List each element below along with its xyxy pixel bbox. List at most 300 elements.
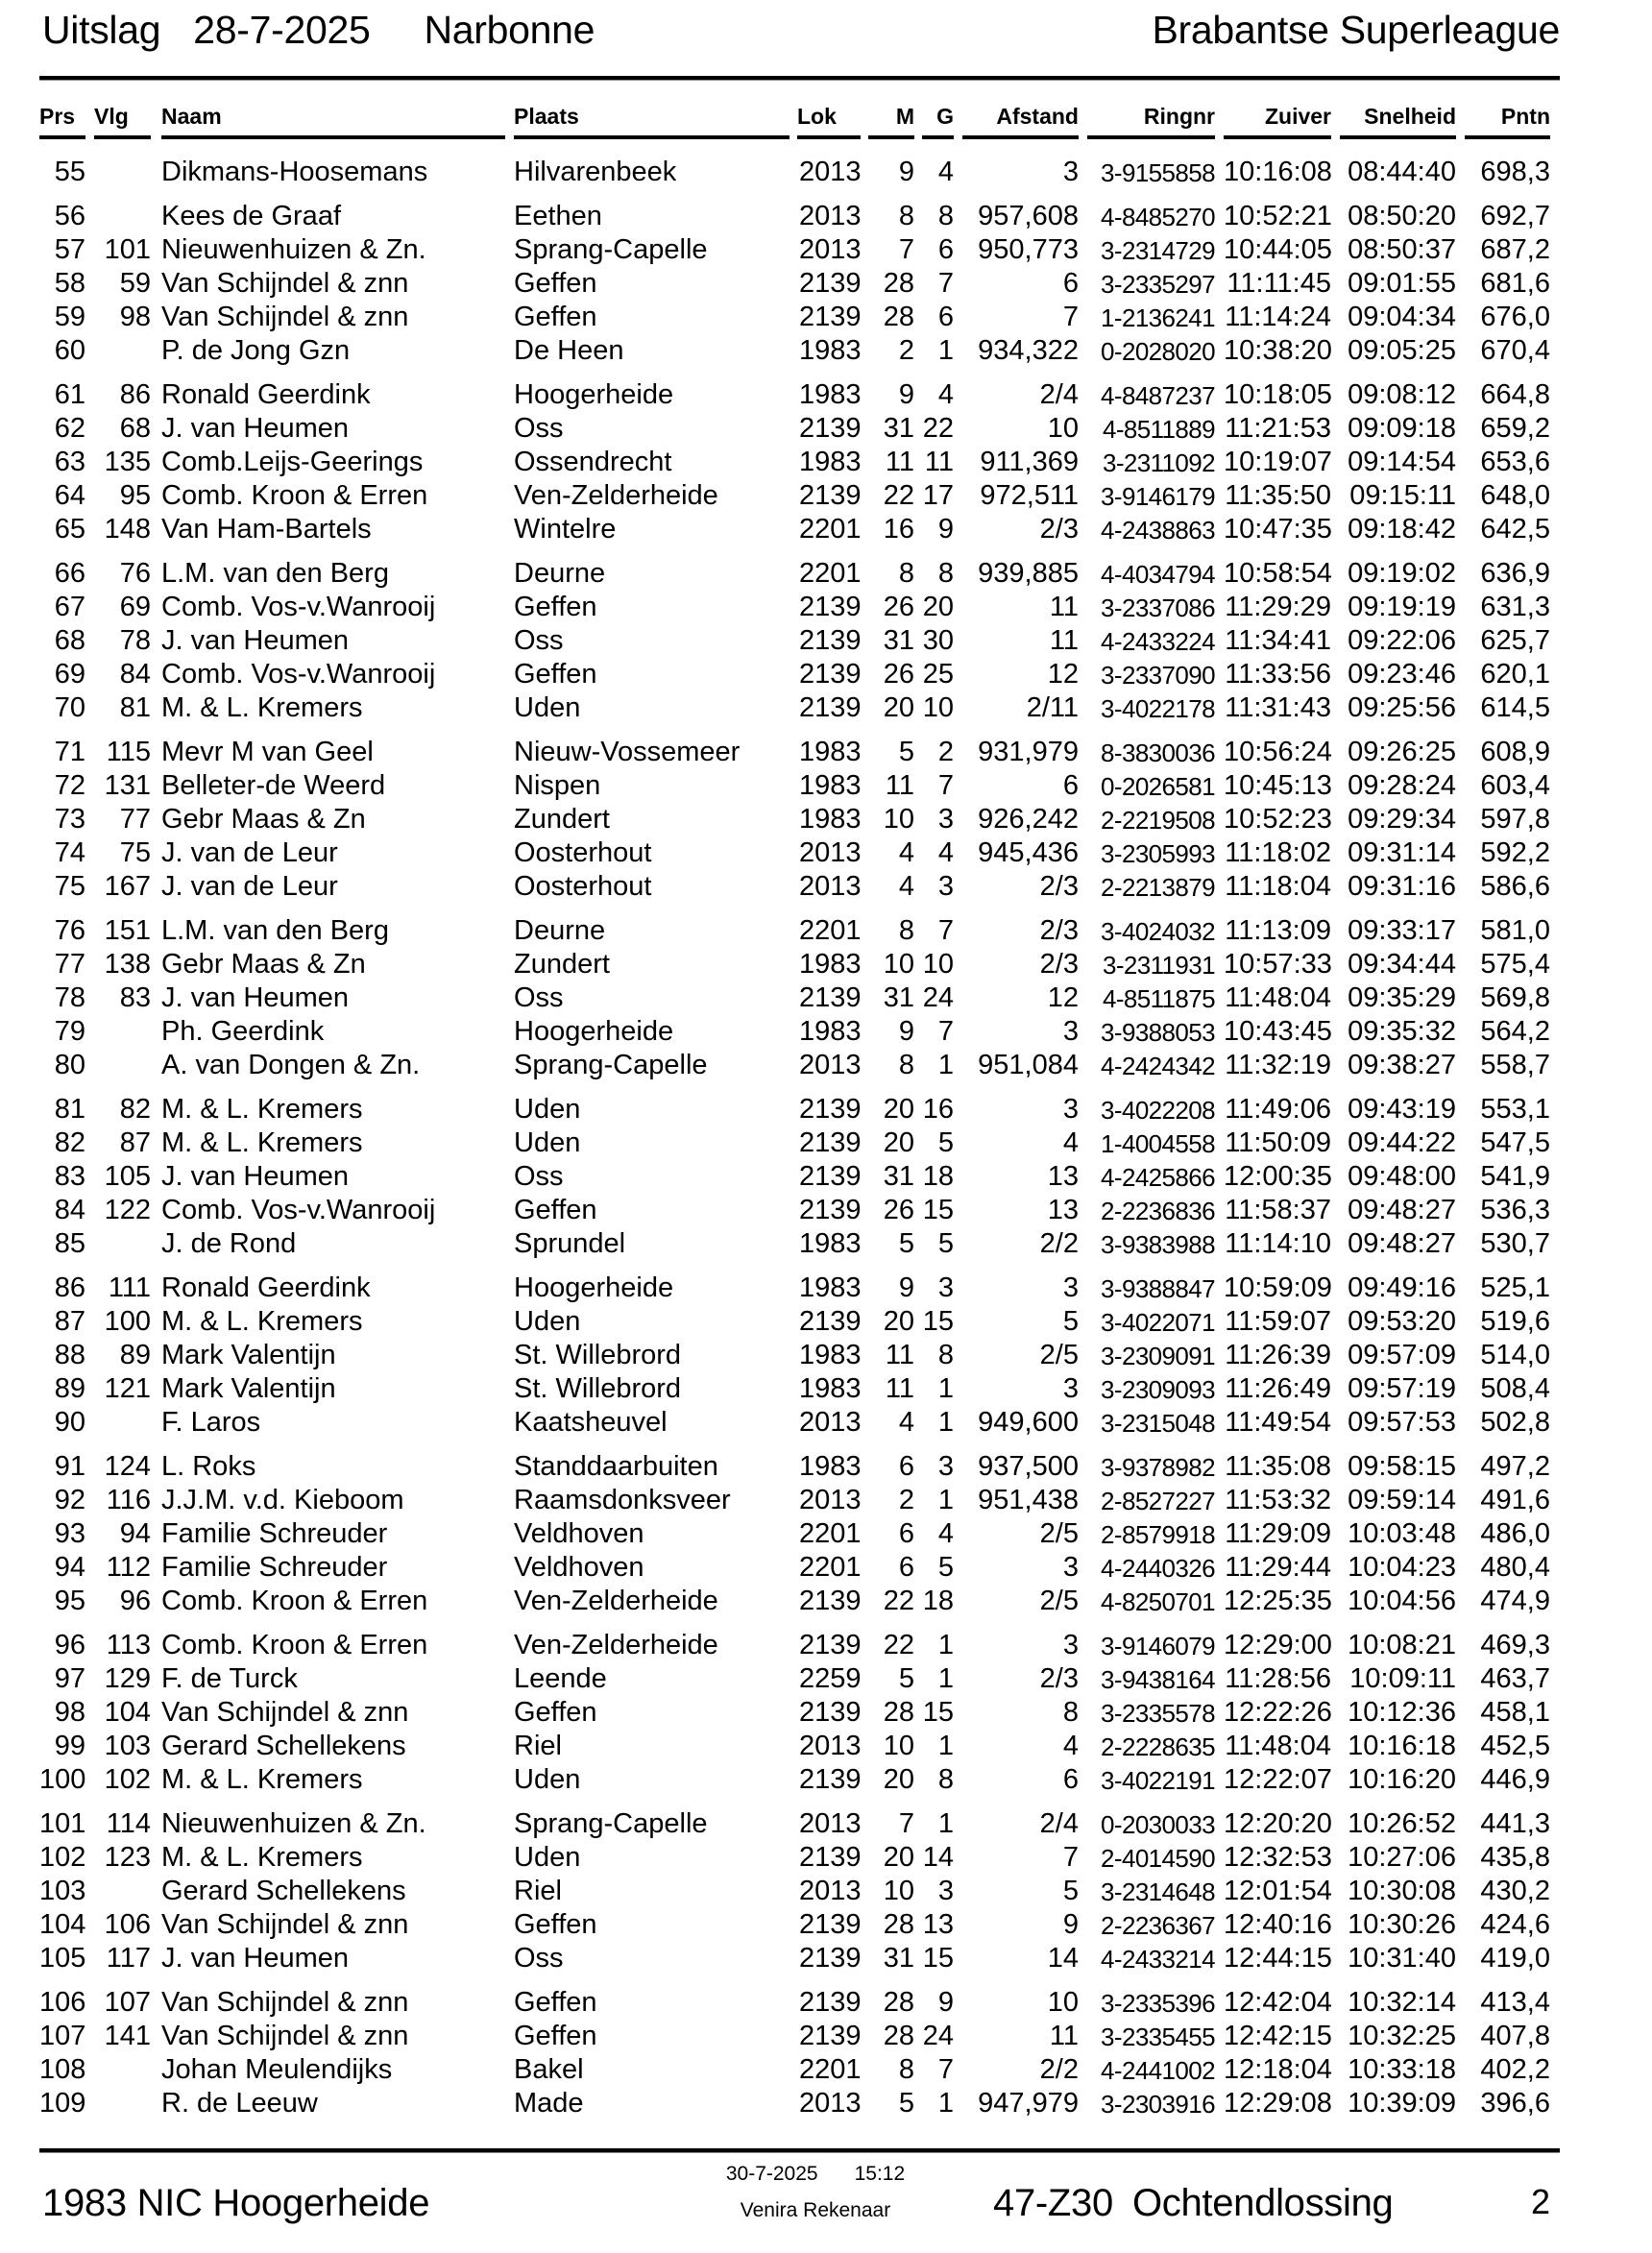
cell-afstand: 4 — [1062, 1127, 1079, 1158]
race-info — [993, 2182, 1393, 2225]
cell-snelheid: 10:39:09 — [1348, 2088, 1456, 2119]
cell-pntn: 541,9 — [1480, 1161, 1550, 1192]
cell-g: 4 — [937, 1518, 954, 1549]
cell-zuiver: 10:59:09 — [1224, 1272, 1332, 1303]
header-divider — [39, 76, 1560, 81]
cell-plaats: Oss — [514, 1161, 564, 1192]
cell-g: 1 — [937, 1808, 954, 1839]
cell-vlg: 129 — [104, 1663, 151, 1694]
cell-zuiver: 10:44:05 — [1224, 234, 1332, 265]
cell-m: 20 — [883, 1127, 914, 1158]
cell-ringnr: 3-2314729 — [1101, 236, 1215, 265]
cell-pntn: 480,4 — [1480, 1552, 1550, 1583]
cell-prs: 95 — [54, 1586, 85, 1616]
table-row — [0, 690, 1652, 724]
cell-lok: 2139 — [799, 659, 862, 690]
cell-prs: 93 — [54, 1518, 85, 1549]
cell-ringnr: 2-2228635 — [1101, 1732, 1215, 1761]
cell-prs: 109 — [39, 2088, 86, 2119]
result-group — [0, 1806, 1652, 1974]
cell-zuiver: 12:20:20 — [1224, 1808, 1332, 1839]
cell-vlg: 148 — [104, 514, 151, 545]
cell-pntn: 441,3 — [1480, 1808, 1550, 1839]
cell-afstand: 911,369 — [980, 447, 1079, 477]
cell-lok: 2259 — [799, 1663, 862, 1694]
cell-snelheid: 10:30:08 — [1348, 1876, 1456, 1906]
cell-prs: 58 — [54, 268, 85, 299]
cell-lok: 2013 — [799, 871, 862, 902]
cell-pntn: 435,8 — [1480, 1842, 1550, 1873]
cell-lok: 2139 — [799, 1697, 862, 1728]
table-row — [0, 836, 1652, 869]
cell-ringnr: 0-2028020 — [1101, 337, 1215, 366]
release-location: Narbonne — [424, 8, 595, 52]
cell-ringnr: 3-9383988 — [1101, 1230, 1215, 1259]
cell-g: 1 — [937, 1050, 954, 1080]
cell-plaats: Geffen — [514, 1909, 597, 1940]
cell-g: 3 — [937, 1451, 954, 1482]
cell-snelheid: 09:23:46 — [1348, 659, 1456, 690]
cell-naam: Van Schijndel & znn — [161, 1697, 409, 1728]
result-group — [0, 155, 1652, 188]
cell-plaats: Uden — [514, 1842, 581, 1873]
cell-lok: 1983 — [799, 1016, 862, 1047]
cell-vlg: 138 — [104, 949, 151, 980]
cell-naam: Comb. Vos-v.Wanrooij — [161, 592, 436, 622]
result-group — [0, 556, 1652, 724]
cell-m: 20 — [883, 692, 914, 723]
cell-lok: 2013 — [799, 1485, 862, 1515]
cell-lok: 2139 — [799, 268, 862, 299]
cell-g: 3 — [937, 1272, 954, 1303]
cell-afstand: 949,600 — [978, 1407, 1079, 1438]
cell-ringnr: 3-2337086 — [1101, 594, 1215, 622]
cell-snelheid: 08:50:37 — [1348, 234, 1456, 265]
cell-snelheid: 09:19:19 — [1348, 592, 1456, 622]
cell-lok: 2201 — [799, 514, 862, 545]
cell-pntn: 636,9 — [1480, 558, 1550, 589]
cell-afstand: 13 — [1047, 1195, 1079, 1225]
cell-naam: Ronald Geerdink — [161, 1272, 371, 1303]
cell-zuiver: 11:13:09 — [1225, 915, 1331, 946]
cell-snelheid: 10:08:21 — [1348, 1630, 1456, 1660]
race-code: 47-Z30 — [993, 2182, 1113, 2224]
cell-pntn: 681,6 — [1480, 268, 1550, 299]
cell-zuiver: 10:47:35 — [1224, 514, 1332, 545]
cell-snelheid: 09:48:27 — [1348, 1195, 1456, 1225]
cell-snelheid: 09:28:24 — [1348, 770, 1456, 801]
cell-plaats: Sprang-Capelle — [514, 1808, 708, 1839]
cell-plaats: Geffen — [514, 302, 597, 332]
cell-pntn: 592,2 — [1480, 837, 1550, 868]
cell-prs: 86 — [54, 1272, 85, 1303]
cell-ringnr: 3-2335396 — [1101, 1989, 1215, 2018]
cell-naam: Familie Schreuder — [161, 1552, 388, 1583]
cell-plaats: Hoogerheide — [514, 1016, 674, 1047]
cell-g: 1 — [937, 1485, 954, 1515]
cell-zuiver: 11:53:32 — [1225, 1485, 1331, 1515]
cell-plaats: St. Willebrord — [514, 1373, 682, 1404]
column-underline — [161, 135, 505, 139]
cell-afstand: 11 — [1049, 625, 1079, 656]
cell-prs: 76 — [54, 915, 85, 946]
cell-prs: 60 — [54, 335, 85, 366]
column-header-plaats: Plaats — [514, 104, 579, 129]
cell-vlg: 135 — [104, 447, 151, 477]
cell-m: 20 — [883, 1842, 914, 1873]
cell-plaats: Geffen — [514, 1195, 597, 1225]
cell-g: 2 — [937, 737, 954, 767]
cell-pntn: 670,4 — [1480, 335, 1550, 366]
cell-lok: 2013 — [799, 1050, 862, 1080]
cell-ringnr: 3-2315048 — [1101, 1409, 1215, 1438]
cell-naam: Ronald Geerdink — [161, 379, 371, 410]
cell-afstand: 931,979 — [978, 737, 1079, 767]
cell-zuiver: 11:32:19 — [1225, 1050, 1331, 1080]
cell-prs: 84 — [54, 1195, 85, 1225]
cell-snelheid: 09:53:20 — [1348, 1306, 1456, 1337]
cell-m: 26 — [883, 1195, 914, 1225]
cell-vlg: 107 — [104, 1987, 151, 2018]
cell-ringnr: 3-2305993 — [1101, 839, 1215, 868]
cell-pntn: 424,6 — [1480, 1909, 1550, 1940]
cell-lok: 2139 — [799, 1306, 862, 1337]
report-footer — [42, 2161, 1560, 2247]
cell-snelheid: 09:44:22 — [1348, 1127, 1456, 1158]
cell-g: 5 — [937, 1127, 954, 1158]
cell-prs: 96 — [54, 1630, 85, 1660]
cell-m: 7 — [898, 234, 914, 265]
table-row — [0, 623, 1652, 657]
cell-pntn: 608,9 — [1480, 737, 1550, 767]
table-row — [0, 1405, 1652, 1439]
cell-pntn: 575,4 — [1480, 949, 1550, 980]
cell-snelheid: 09:19:02 — [1348, 558, 1456, 589]
cell-prs: 77 — [54, 949, 85, 980]
cell-plaats: Geffen — [514, 268, 597, 299]
cell-ringnr: 3-2309093 — [1101, 1375, 1215, 1404]
cell-m: 2 — [898, 1485, 914, 1515]
cell-ringnr: 3-9438164 — [1101, 1665, 1215, 1694]
table-row — [0, 1628, 1652, 1661]
cell-afstand: 9 — [1062, 1909, 1079, 1940]
cell-snelheid: 09:25:56 — [1348, 692, 1456, 723]
cell-pntn: 659,2 — [1480, 413, 1550, 444]
cell-vlg: 76 — [119, 558, 151, 589]
cell-prs: 64 — [54, 480, 85, 511]
cell-plaats: Uden — [514, 1127, 581, 1158]
cell-ringnr: 4-2433214 — [1101, 1945, 1215, 1974]
table-row — [0, 913, 1652, 947]
table-row — [0, 1840, 1652, 1874]
cell-lok: 1983 — [799, 1272, 862, 1303]
result-group — [0, 377, 1652, 545]
table-row — [0, 802, 1652, 836]
cell-pntn: 446,9 — [1480, 1764, 1550, 1795]
cell-m: 11 — [885, 447, 914, 477]
cell-g: 18 — [922, 1586, 954, 1616]
cell-prs: 55 — [54, 157, 85, 187]
cell-m: 11 — [885, 770, 914, 801]
cell-prs: 78 — [54, 982, 85, 1013]
cell-prs: 72 — [54, 770, 85, 801]
cell-m: 9 — [898, 1016, 914, 1047]
cell-snelheid: 09:38:27 — [1348, 1050, 1456, 1080]
cell-lok: 1983 — [799, 949, 862, 980]
cell-lok: 2139 — [799, 625, 862, 656]
cell-snelheid: 09:22:06 — [1348, 625, 1456, 656]
table-row — [0, 1907, 1652, 1941]
cell-m: 8 — [898, 201, 914, 231]
cell-vlg: 106 — [104, 1909, 151, 1940]
cell-zuiver: 12:00:35 — [1224, 1161, 1332, 1192]
cell-plaats: Oss — [514, 625, 564, 656]
cell-afstand: 951,084 — [978, 1050, 1079, 1080]
cell-zuiver: 12:32:53 — [1224, 1842, 1332, 1873]
cell-naam: Comb. Vos-v.Wanrooij — [161, 659, 436, 690]
cell-m: 31 — [883, 413, 914, 444]
cell-pntn: 676,0 — [1480, 302, 1550, 332]
cell-zuiver: 11:34:41 — [1225, 625, 1331, 656]
cell-lok: 1983 — [799, 1373, 862, 1404]
cell-prs: 62 — [54, 413, 85, 444]
cell-snelheid: 09:48:00 — [1348, 1161, 1456, 1192]
cell-naam: Mark Valentijn — [161, 1340, 336, 1370]
cell-snelheid: 10:30:26 — [1348, 1909, 1456, 1940]
cell-pntn: 458,1 — [1480, 1697, 1550, 1728]
cell-snelheid: 09:08:12 — [1348, 379, 1456, 410]
cell-ringnr: 4-8485270 — [1101, 203, 1215, 231]
cell-ringnr: 3-9146079 — [1101, 1632, 1215, 1660]
table-row — [0, 1126, 1652, 1159]
cell-zuiver: 10:45:13 — [1224, 770, 1332, 801]
cell-pntn: 653,6 — [1480, 447, 1550, 477]
cell-m: 22 — [883, 1630, 914, 1660]
cell-afstand: 3 — [1062, 1373, 1079, 1404]
cell-lok: 2013 — [799, 1407, 862, 1438]
cell-g: 4 — [937, 157, 954, 187]
column-underline — [1224, 135, 1331, 139]
cell-prs: 74 — [54, 837, 85, 868]
cell-vlg: 89 — [119, 1340, 151, 1370]
cell-naam: M. & L. Kremers — [161, 1764, 363, 1795]
cell-lok: 2139 — [799, 302, 862, 332]
cell-prs: 68 — [54, 625, 85, 656]
cell-ringnr: 4-2424342 — [1101, 1052, 1215, 1080]
cell-vlg: 69 — [119, 592, 151, 622]
cell-afstand: 3 — [1062, 157, 1079, 187]
cell-ringnr: 3-4022208 — [1101, 1096, 1215, 1125]
race-date: 28-7-2025 — [193, 8, 371, 52]
cell-g: 4 — [937, 837, 954, 868]
cell-m: 9 — [898, 157, 914, 187]
cell-zuiver: 12:42:15 — [1224, 2021, 1332, 2051]
table-row — [0, 2019, 1652, 2052]
cell-naam: Comb. Kroon & Erren — [161, 480, 428, 511]
cell-vlg: 81 — [119, 692, 151, 723]
table-row — [0, 1941, 1652, 1974]
cell-prs: 89 — [54, 1373, 85, 1404]
cell-naam: Van Schijndel & znn — [161, 1987, 409, 2018]
cell-g: 7 — [937, 2054, 954, 2085]
cell-ringnr: 4-8511889 — [1102, 415, 1215, 444]
cell-snelheid: 09:04:34 — [1348, 302, 1456, 332]
cell-afstand: 2/5 — [1039, 1586, 1079, 1616]
cell-pntn: 474,9 — [1480, 1586, 1550, 1616]
cell-lok: 2139 — [799, 1195, 862, 1225]
cell-g: 1 — [937, 1630, 954, 1660]
cell-naam: F. Laros — [161, 1407, 261, 1438]
cell-naam: Gebr Maas & Zn — [161, 949, 366, 980]
cell-snelheid: 10:26:52 — [1348, 1808, 1456, 1839]
cell-plaats: Oss — [514, 413, 564, 444]
cell-plaats: Sprundel — [514, 1228, 626, 1259]
cell-afstand: 957,608 — [978, 201, 1079, 231]
cell-m: 7 — [898, 1808, 914, 1839]
cell-snelheid: 09:35:29 — [1348, 982, 1456, 1013]
cell-pntn: 430,2 — [1480, 1876, 1550, 1906]
cell-pntn: 698,3 — [1480, 157, 1550, 187]
table-row — [0, 1661, 1652, 1695]
cell-naam: Nieuwenhuizen & Zn. — [161, 234, 426, 265]
title-label: Uitslag — [42, 8, 161, 52]
cell-vlg: 141 — [104, 2021, 151, 2051]
cell-plaats: Oss — [514, 1943, 564, 1974]
cell-snelheid: 10:04:23 — [1348, 1552, 1456, 1583]
result-group — [0, 1271, 1652, 1439]
cell-zuiver: 11:33:56 — [1225, 659, 1331, 690]
cell-afstand: 10 — [1047, 1987, 1079, 2018]
cell-lok: 2139 — [799, 1127, 862, 1158]
cell-naam: M. & L. Kremers — [161, 692, 363, 723]
table-row — [0, 1304, 1652, 1338]
cell-naam: Ph. Geerdink — [161, 1016, 325, 1047]
cell-g: 1 — [937, 1731, 954, 1761]
cell-pntn: 525,1 — [1480, 1272, 1550, 1303]
column-header-zuiver: Zuiver — [1264, 104, 1331, 129]
cell-afstand: 6 — [1062, 1764, 1079, 1795]
cell-ringnr: 1-2136241 — [1101, 303, 1215, 332]
column-underline — [797, 135, 861, 139]
cell-ringnr: 3-2335578 — [1101, 1699, 1215, 1728]
cell-vlg: 121 — [104, 1373, 151, 1404]
cell-plaats: De Heen — [514, 335, 624, 366]
table-row — [0, 1762, 1652, 1796]
cell-pntn: 664,8 — [1480, 379, 1550, 410]
cell-vlg: 68 — [119, 413, 151, 444]
cell-plaats: Deurne — [514, 915, 606, 946]
cell-afstand: 6 — [1062, 268, 1079, 299]
cell-afstand: 939,885 — [978, 558, 1079, 589]
cell-plaats: Leende — [514, 1663, 607, 1694]
cell-pntn: 614,5 — [1480, 692, 1550, 723]
cell-afstand: 951,438 — [978, 1485, 1079, 1515]
cell-m: 4 — [898, 1407, 914, 1438]
cell-snelheid: 10:27:06 — [1348, 1842, 1456, 1873]
cell-snelheid: 09:35:32 — [1348, 1016, 1456, 1047]
cell-lok: 2013 — [799, 1731, 862, 1761]
table-row — [0, 266, 1652, 300]
result-group — [0, 1449, 1652, 1617]
cell-zuiver: 12:01:54 — [1224, 1876, 1332, 1906]
cell-afstand: 2/4 — [1039, 379, 1079, 410]
cell-snelheid: 09:58:15 — [1348, 1451, 1456, 1482]
result-group — [0, 913, 1652, 1081]
cell-m: 5 — [898, 737, 914, 767]
cell-prs: 85 — [54, 1228, 85, 1259]
cell-zuiver: 11:21:53 — [1225, 413, 1331, 444]
column-header-m: M — [895, 104, 914, 129]
cell-ringnr: 3-4022071 — [1101, 1308, 1215, 1337]
table-row — [0, 199, 1652, 232]
cell-g: 15 — [922, 1195, 954, 1225]
footer-divider — [39, 2148, 1560, 2153]
cell-prs: 79 — [54, 1016, 85, 1047]
result-group — [0, 199, 1652, 367]
cell-snelheid: 09:09:18 — [1348, 413, 1456, 444]
table-row — [0, 1371, 1652, 1405]
cell-prs: 92 — [54, 1485, 85, 1515]
cell-prs: 82 — [54, 1127, 85, 1158]
cell-vlg: 94 — [119, 1518, 151, 1549]
cell-plaats: Uden — [514, 1764, 581, 1795]
cell-prs: 88 — [54, 1340, 85, 1370]
cell-lok: 1983 — [799, 447, 862, 477]
cell-plaats: Nispen — [514, 770, 601, 801]
cell-m: 10 — [883, 1876, 914, 1906]
cell-m: 31 — [883, 1161, 914, 1192]
cell-g: 7 — [937, 770, 954, 801]
result-group — [0, 1985, 1652, 2120]
cell-ringnr: 0-2030033 — [1101, 1810, 1215, 1839]
cell-zuiver: 11:35:50 — [1225, 480, 1331, 511]
cell-zuiver: 11:31:43 — [1225, 692, 1331, 723]
cell-m: 8 — [898, 915, 914, 946]
cell-pntn: 407,8 — [1480, 2021, 1550, 2051]
cell-naam: Johan Meulendijks — [161, 2054, 393, 2085]
cell-afstand: 6 — [1062, 770, 1079, 801]
cell-g: 8 — [937, 558, 954, 589]
cell-zuiver: 12:18:04 — [1224, 2054, 1332, 2085]
cell-ringnr: 3-2314648 — [1101, 1878, 1215, 1906]
cell-vlg: 87 — [119, 1127, 151, 1158]
cell-vlg: 77 — [119, 804, 151, 835]
cell-lok: 2201 — [799, 1552, 862, 1583]
cell-m: 26 — [883, 592, 914, 622]
cell-pntn: 597,8 — [1480, 804, 1550, 835]
cell-naam: Van Schijndel & znn — [161, 268, 409, 299]
cell-afstand: 14 — [1047, 1943, 1079, 1974]
cell-prs: 97 — [54, 1663, 85, 1694]
report-header — [42, 8, 1560, 56]
cell-lok: 2013 — [799, 234, 862, 265]
cell-plaats: Standdaarbuiten — [514, 1451, 718, 1482]
cell-snelheid: 10:16:18 — [1348, 1731, 1456, 1761]
cell-plaats: Uden — [514, 1306, 581, 1337]
cell-snelheid: 09:49:16 — [1348, 1272, 1456, 1303]
cell-naam: Comb. Kroon & Erren — [161, 1586, 428, 1616]
cell-naam: Van Schijndel & znn — [161, 2021, 409, 2051]
table-row — [0, 411, 1652, 445]
cell-afstand: 945,436 — [978, 837, 1079, 868]
cell-prs: 100 — [39, 1764, 86, 1795]
cell-zuiver: 10:56:24 — [1224, 737, 1332, 767]
cell-afstand: 934,322 — [978, 335, 1079, 366]
table-row — [0, 1806, 1652, 1840]
cell-afstand: 2/4 — [1039, 1808, 1079, 1839]
cell-afstand: 5 — [1062, 1876, 1079, 1906]
cell-m: 31 — [883, 625, 914, 656]
